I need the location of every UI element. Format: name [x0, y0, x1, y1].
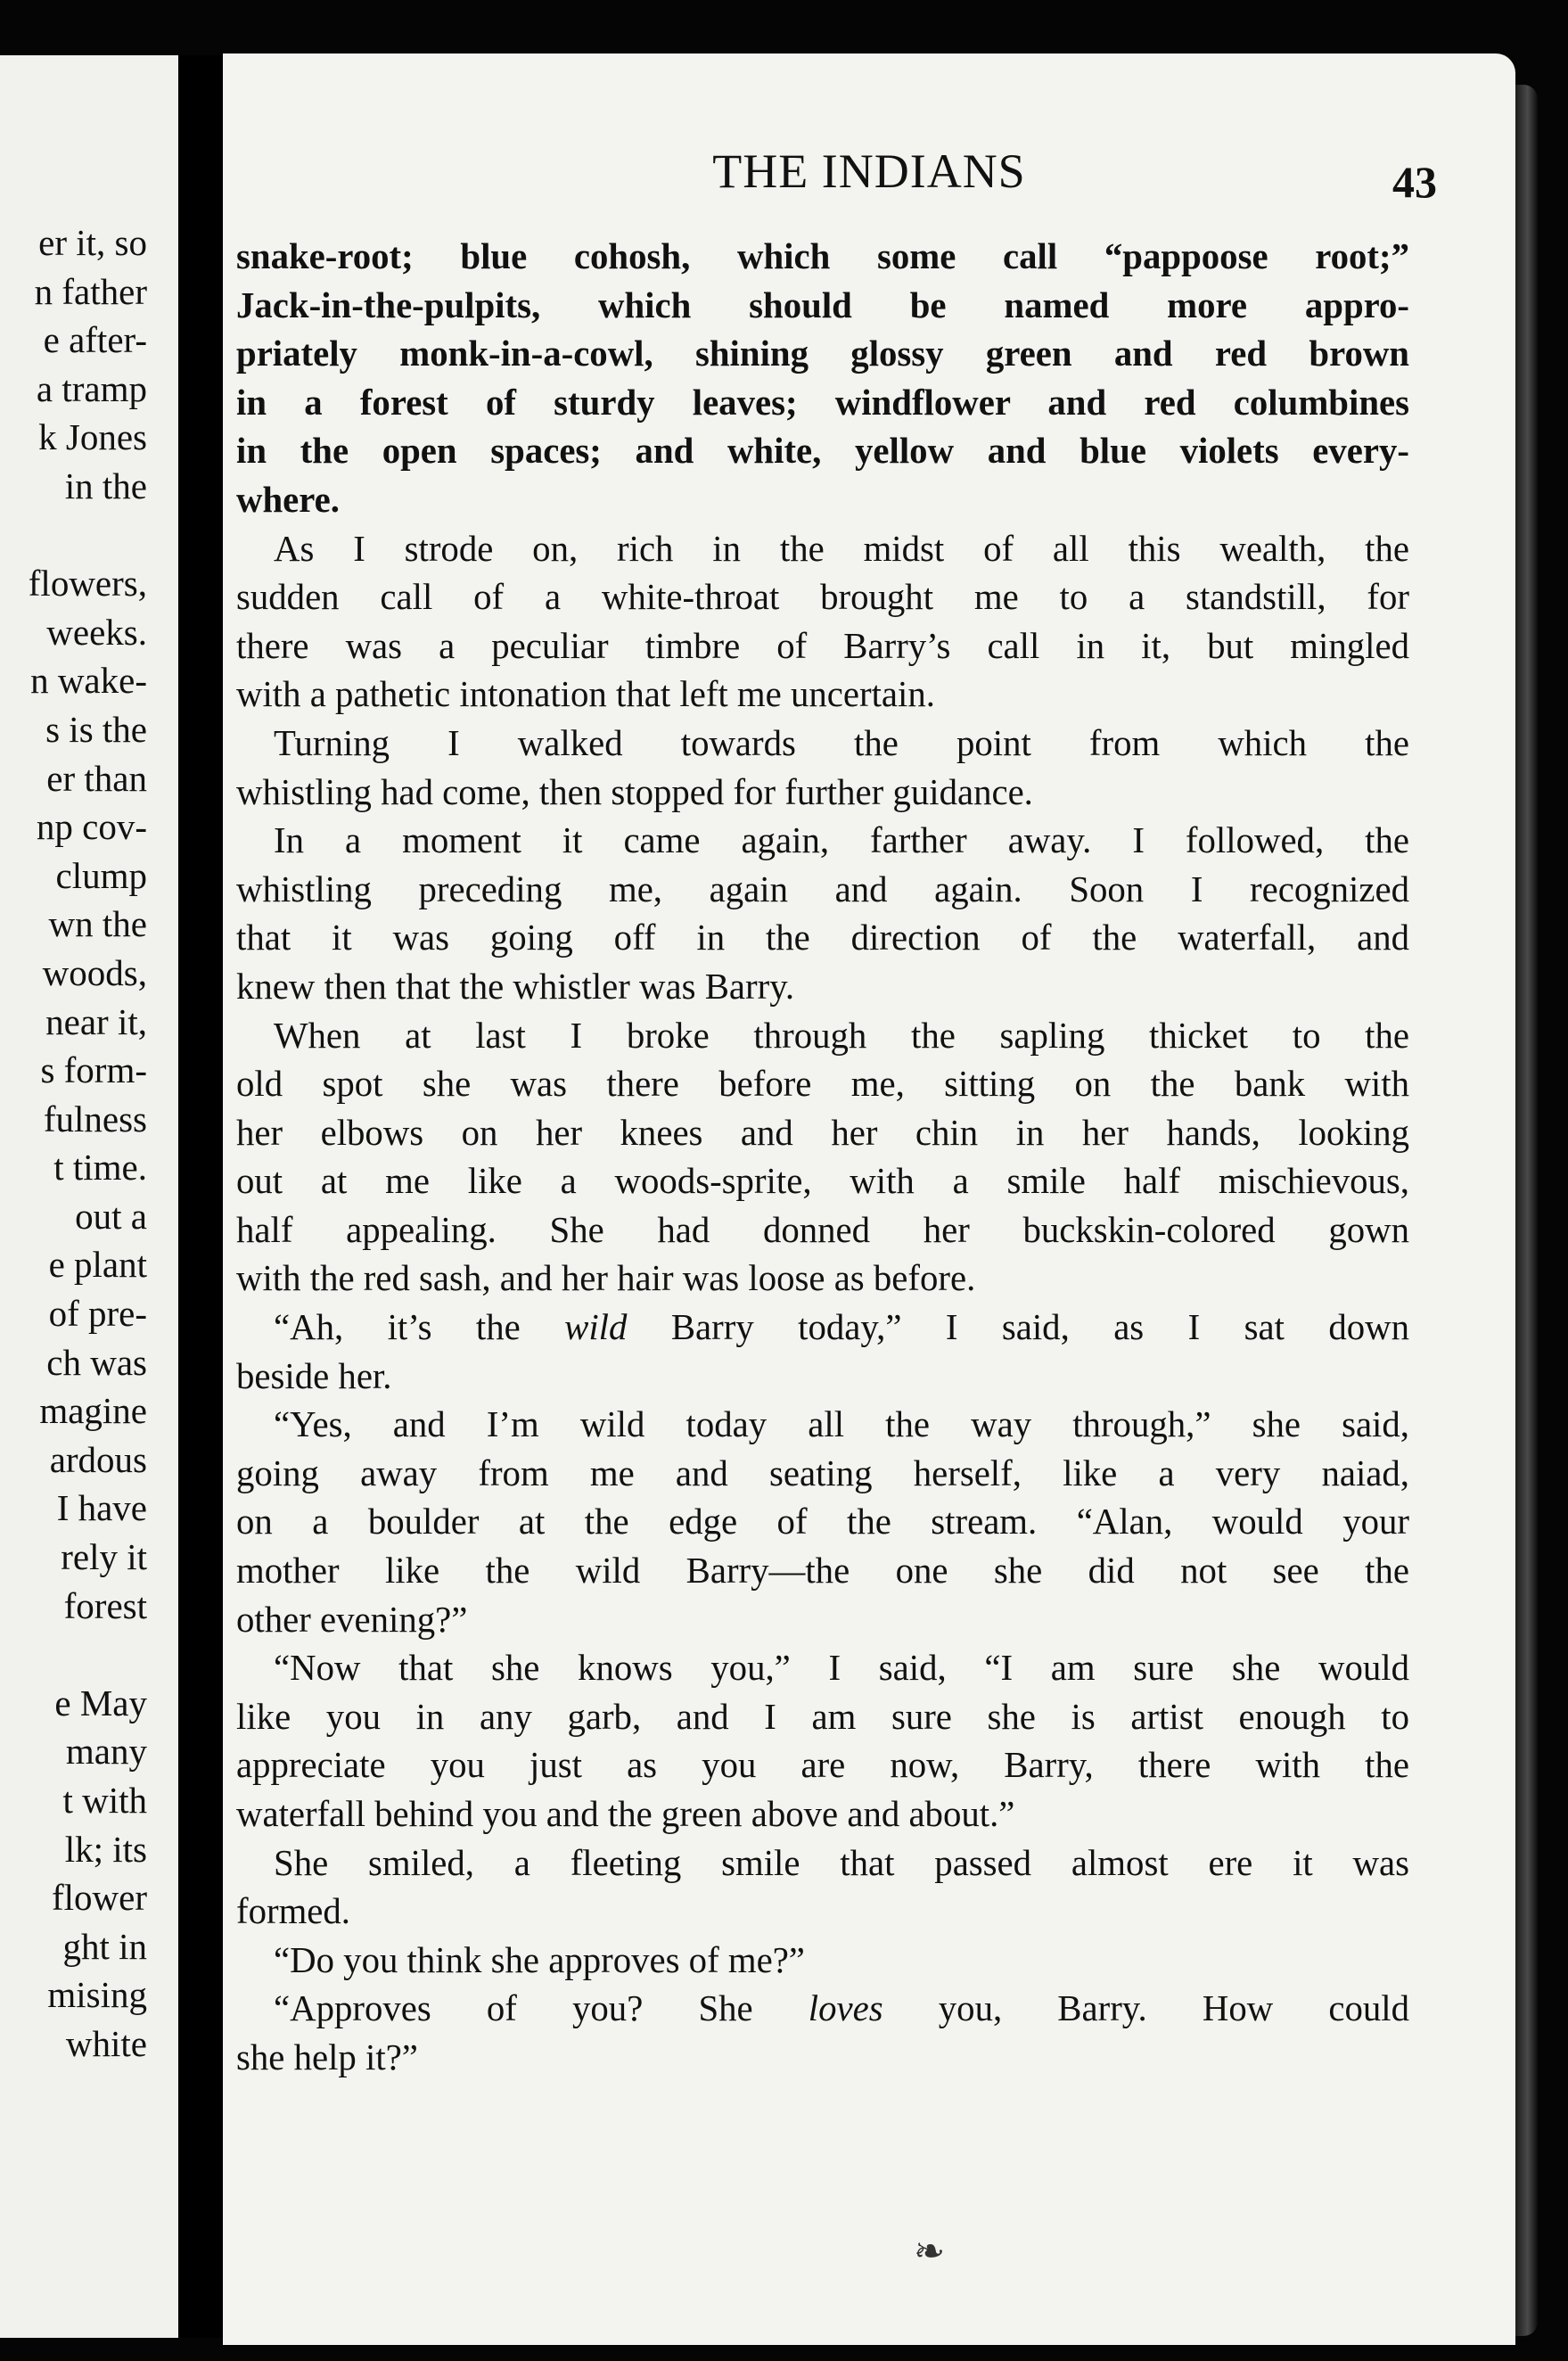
text-line: she help it?” [236, 2036, 418, 2077]
left-page-line: magine [39, 1390, 147, 1432]
left-page-line: out a [75, 1195, 147, 1237]
left-page-line: flowers, [28, 563, 147, 605]
text-line: there was a peculiar timbre of Barry’s call in it, but mingled [236, 625, 1409, 666]
text-line: formed. [236, 1891, 351, 1932]
left-page-line: in the [64, 465, 147, 506]
text-line: that it was going off in the direction of the waterfall, and [236, 917, 1409, 958]
text-line: She smiled, a fleeting smile that passed almost ere it was [274, 1842, 1409, 1883]
text-line: where. [236, 479, 340, 520]
left-page-line: fulness [43, 1098, 147, 1139]
left-page-line: I have [56, 1487, 147, 1529]
left-page-line: e plant [48, 1244, 147, 1286]
text-line: snake-root; blue cohosh, which some call “pappoose root;” [236, 236, 1409, 276]
text-line: whistling had come, then stopped for further guidance. [236, 771, 1033, 812]
left-page-line: near it, [45, 1000, 147, 1042]
text-line: half appealing. She had donned her buckskin-colored gown [236, 1209, 1409, 1250]
text-line: mother like the wild Barry—the one she did not see the [236, 1551, 1409, 1592]
text-line: going away from me and seating herself, like a very naiad, [236, 1452, 1409, 1493]
text-line: old spot she was there before me, sitting on the bank with [236, 1064, 1409, 1105]
left-page-line: mising [47, 1974, 147, 2016]
text-line: When at last I broke through the sapling thicket to the [274, 1015, 1409, 1056]
text-line: “Now that she knows you,” I said, “I am sure she would [274, 1648, 1409, 1689]
left-page-line: many [65, 1731, 147, 1773]
text-line: priately monk-in-a-cowl, shining glossy green and red brown [236, 333, 1409, 374]
left-page-line: woods, [42, 951, 147, 993]
text-line: waterfall behind you and the green above and about.” [236, 1794, 1015, 1834]
left-page-line: flower [51, 1877, 147, 1919]
left-page-line: n wake- [30, 660, 147, 702]
body-text [236, 233, 1409, 2083]
text-line: like you in any garb, and I am sure she is artist enough to [236, 1696, 1409, 1737]
left-page-line: e May [54, 1682, 147, 1723]
left-page-line: np cov- [36, 806, 147, 848]
left-page-line: t time. [53, 1147, 147, 1189]
text-line: “Do you think she approves of me?” [274, 1939, 805, 1980]
left-page-line: weeks. [46, 611, 147, 653]
left-page-line: n father [34, 270, 147, 312]
left-page-line: clump [55, 854, 147, 896]
text-line: “Yes, and I’m wild today all the way through,” she said, [274, 1404, 1409, 1445]
text-line: Jack-in-the-pulpits, which should be named more appro- [236, 284, 1409, 325]
text-line: in the open spaces; and white, yellow and blue violets every- [236, 431, 1409, 472]
left-page-line [0, 1630, 147, 1679]
left-page-line: s form- [40, 1049, 147, 1091]
left-page-line: ardous [49, 1438, 147, 1480]
left-page-line: t with [62, 1780, 147, 1821]
text-line: As I strode on, rich in the midst of all this wealth, the [274, 528, 1409, 569]
text-line: knew then that the whistler was Barry. [236, 966, 795, 1007]
text-line: “Approves of you? She loves you, Barry. How could [274, 1988, 1409, 2029]
left-page-line: lk; its [64, 1828, 147, 1870]
left-page-line [0, 511, 147, 560]
running-head: THE INDIANS [712, 144, 1026, 198]
text-line: in a forest of sturdy leaves; windflower and red columbines [236, 382, 1409, 423]
page-number: 43 [1392, 157, 1437, 207]
left-page-line: a tramp [36, 367, 147, 409]
text-line: “Ah, it’s the wild Barry today,” I said, as I sat down [274, 1307, 1409, 1348]
left-page-line: white [65, 2022, 147, 2064]
text-line: appreciate you just as you are now, Barry, there with the [236, 1745, 1409, 1786]
text-line: out at me like a woods-sprite, with a smile half mischievous, [236, 1161, 1409, 1202]
printer-ornament: ❧ [914, 2232, 946, 2273]
page-edge-shadow [1515, 85, 1538, 2336]
text-line: whistling preceding me, again and again. Soon I recognized [236, 868, 1409, 909]
left-page-line: e after- [43, 319, 147, 361]
left-page-line: s is the [45, 708, 147, 750]
left-page-line: k Jones [38, 416, 147, 458]
text-line: beside her. [236, 1355, 392, 1396]
text-line: with a pathetic intonation that left me uncertain. [236, 674, 935, 715]
text-line: other evening?” [236, 1599, 468, 1640]
left-page-line: wn the [48, 903, 147, 945]
right-page [223, 53, 1515, 2345]
left-page-line: of pre- [48, 1293, 147, 1335]
left-page-line: er it, so [38, 222, 147, 263]
text-line: Turning I walked towards the point from which the [274, 722, 1409, 763]
book-gutter [178, 55, 223, 2338]
left-page-text [0, 218, 147, 2069]
left-page-line: er than [46, 757, 147, 799]
left-page-line: rely it [61, 1536, 147, 1578]
left-page-line: ght in [62, 1925, 147, 1967]
text-line: with the red sash, and her hair was loose as before. [236, 1258, 976, 1299]
left-page-line: ch was [46, 1341, 147, 1383]
text-line: on a boulder at the edge of the stream. “Alan, would your [236, 1501, 1409, 1542]
text-line: In a moment it came again, farther away. I followed, the [274, 820, 1409, 861]
left-page-line: forest [63, 1584, 147, 1626]
text-line: sudden call of a white-throat brought me to a standstill, for [236, 577, 1409, 618]
left-facing-page [0, 55, 178, 2338]
text-line: her elbows on her knees and her chin in her hands, looking [236, 1112, 1409, 1153]
